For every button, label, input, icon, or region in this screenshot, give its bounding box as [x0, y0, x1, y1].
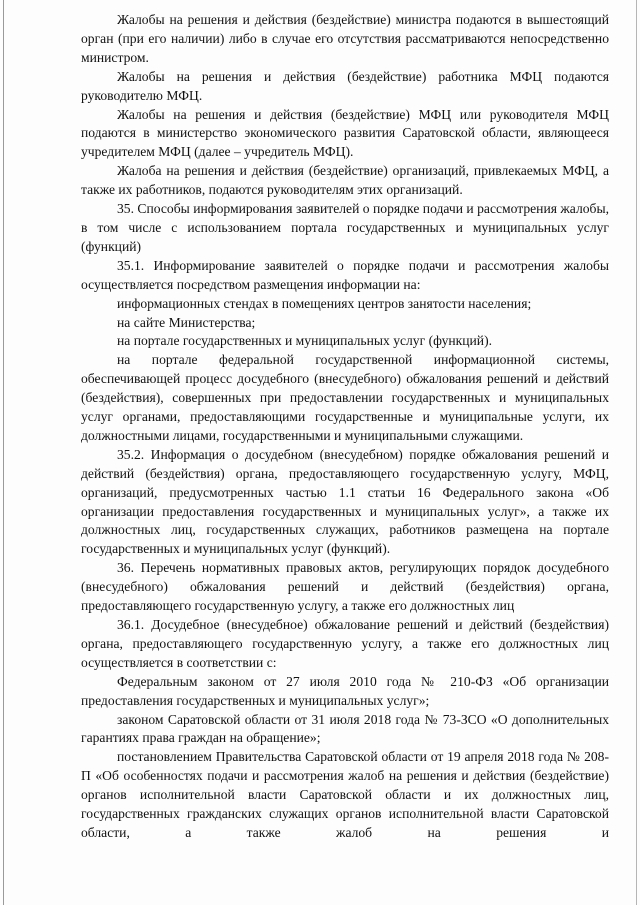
page-right-edge	[636, 0, 637, 905]
list-item-ministry-site: на сайте Министерства;	[117, 314, 256, 330]
paragraph-35-2: 35.2. Информация о досудебном (внесудебном) порядке обжалования решений и действий (бездействия) органа, предоставляющего государственную услугу, МФЦ, организаций, предусмотренных частью 1.1 статьи 16 Федерального закона «Об организации предоставления государственных и муниципальных услуг», а также их должностных лиц, государственных служащих, работников размещена на портале государственных и муниципальных услуг (функций).	[81, 446, 609, 557]
paragraph-35-1: 35.1. Информирование заявителей о порядке подачи и рассмотрения жалобы осуществляется посредством размещения информации на:	[81, 257, 609, 292]
paragraph-complaints-mfc: Жалобы на решения и действия (бездействие) МФЦ или руководителя МФЦ подаются в министерство экономического развития Саратовской области, являющееся учредителем МФЦ (далее – учредитель МФЦ).	[81, 106, 609, 160]
section-35-heading: 35. Способы информирования заявителей о порядке подачи и рассмотрения жалобы, в том числе с использованием портала государственных и муниципальных услуг (функций)	[81, 201, 609, 254]
paragraph-complaints-mfc-worker: Жалобы на решения и действия (бездействие) работника МФЦ подаются руководителю МФЦ.	[81, 68, 609, 103]
list-item-federal-system: на портале федеральной государственной информационной системы, обеспечивающей процесс досудебного (внесудебного) обжалования решений и действий (бездействия), совершенных при предоставлении государственных и муниципальных услуг органами, предоставляющими государственные и муниципальные услуги, их должностными лицами, государственными и муниципальными служащими.	[81, 352, 609, 443]
list-item-services-portal: на портале государственных и муниципальных услуг (функций).	[117, 333, 493, 349]
list-item-federal-law-210: Федеральным законом от 27 июля 2010 года № 210-ФЗ «Об организации предоставления государственных и муниципальных услуг»;	[81, 673, 609, 708]
paragraph-complaints-minister: Жалобы на решения и действия (бездействие) министра подаются в вышестоящий орган (при его наличии) либо в случае его отсутствия рассматриваются непосредственно министром.	[81, 12, 609, 65]
paragraph-36-1: 36.1. Досудебное (внесудебное) обжалование решений и действий (бездействия) органа, предоставляющего государственную услугу, а также его должностных лиц осуществляется в соответствии с:	[81, 617, 609, 670]
page-left-edge	[3, 0, 4, 905]
paragraph-complaints-organizations: Жалоба на решения и действия (бездействие) организаций, привлекаемых МФЦ, а также их работников, подаются руководителям этих организаций.	[81, 163, 609, 198]
list-item-resolution-208: постановлением Правительства Саратовской области от 19 апреля 2018 года № 208-П «Об особенностях подачи и рассмотрения жалоб на решения и действия (бездействие) органов исполнительной власти Саратовской области и их должностных лиц, государственных гражданских служащих органов исполнительной власти Саратовской области, а также жалоб на решения и	[81, 749, 609, 840]
list-item-info-stands: информационных стендах в помещениях центров занятости населения;	[117, 295, 532, 311]
document-body	[81, 11, 609, 843]
section-36-heading: 36. Перечень нормативных правовых актов, регулирующих порядок досудебного (внесудебного) обжалования решений и действий (бездействия) органа, предоставляющего государственную услугу, а также его должностных лиц	[81, 560, 609, 614]
list-item-regional-law-73: законом Саратовской области от 31 июля 2018 года № 73-ЗСО «О дополнительных гарантиях права граждан на обращение»;	[81, 711, 609, 746]
